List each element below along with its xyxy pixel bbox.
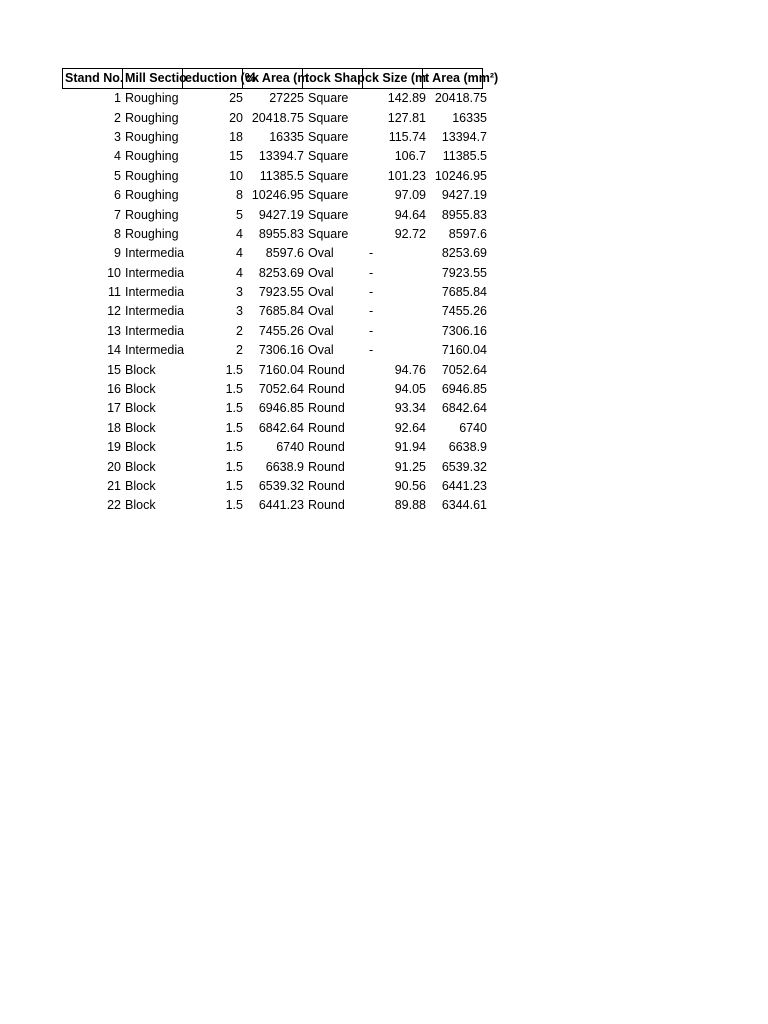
cell-exit-area[interactable]: 8955.83 [441, 207, 487, 222]
cell-stock-shape[interactable]: Square [308, 168, 349, 183]
cell-stand-no[interactable]: 1 [114, 91, 121, 106]
cell-stock-shape[interactable]: Round [308, 498, 345, 513]
cell-exit-area[interactable]: 6740 [459, 420, 487, 435]
cell-reduction[interactable]: 25 [229, 91, 243, 106]
table-row [62, 380, 489, 399]
cell-stand-no[interactable]: 17 [107, 401, 121, 416]
cell-reduction[interactable]: 3 [236, 304, 243, 319]
header-cell-exit-area[interactable]: t Area (mm²) [422, 68, 483, 89]
cell-stock-size[interactable]: 93.34 [394, 401, 426, 416]
cell-stock-shape[interactable]: Round [308, 401, 345, 416]
cell-stand-no[interactable]: 16 [107, 382, 121, 397]
cell-reduction[interactable]: 1.5 [225, 440, 243, 455]
table-row [62, 341, 489, 360]
cell-stock-size[interactable]: - [369, 285, 374, 300]
cell-reduction[interactable]: 2 [236, 323, 243, 338]
cell-stock-size[interactable]: 89.88 [394, 498, 426, 513]
cell-stock-shape[interactable]: Round [308, 420, 345, 435]
cell-stock-shape[interactable]: Oval [308, 265, 334, 280]
cell-exit-area[interactable]: 7923.55 [441, 265, 487, 280]
cell-reduction[interactable]: 1.5 [225, 362, 243, 377]
cell-stock-shape[interactable]: Round [308, 440, 345, 455]
cell-stock-area[interactable]: 6539.32 [258, 479, 304, 493]
cell-mill-section[interactable]: Block [125, 498, 156, 513]
cell-stock-size[interactable]: - [369, 343, 374, 358]
cell-stock-area[interactable]: 10246.95 [251, 188, 304, 203]
cell-stock-shape[interactable]: Round [308, 459, 345, 474]
cell-mill-section[interactable]: Intermedia [125, 343, 185, 358]
cell-stock-shape[interactable]: Round [308, 479, 345, 493]
cell-reduction[interactable]: 1.5 [225, 401, 243, 416]
cell-mill-section[interactable]: Roughing [125, 91, 179, 106]
cell-stock-size[interactable]: 91.25 [394, 459, 426, 474]
cell-mill-section[interactable]: Intermedia [125, 285, 185, 300]
cell-stand-no[interactable]: 22 [107, 498, 121, 513]
cell-reduction[interactable]: 5 [236, 207, 243, 222]
cell-mill-section[interactable]: Intermedia [125, 304, 185, 319]
cell-stock-size[interactable]: 92.64 [394, 420, 426, 435]
cell-stand-no[interactable]: 9 [114, 246, 121, 261]
cell-exit-area[interactable]: 6539.32 [441, 459, 487, 474]
cell-stock-area[interactable]: 13394.7 [258, 149, 304, 164]
cell-stock-area[interactable]: 7306.16 [258, 343, 304, 358]
table-row [62, 205, 489, 224]
cell-exit-area[interactable]: 6441.23 [441, 479, 487, 493]
cell-stock-shape[interactable]: Oval [308, 246, 334, 261]
cell-stock-size[interactable]: 97.09 [394, 188, 426, 203]
cell-reduction[interactable]: 18 [229, 129, 243, 144]
cell-stand-no[interactable]: 11 [108, 285, 121, 300]
cell-stand-no[interactable]: 7 [114, 207, 121, 222]
cell-mill-section[interactable]: Roughing [125, 168, 179, 183]
table-row [62, 225, 489, 244]
cell-exit-area[interactable]: 6842.64 [441, 401, 487, 416]
cell-stock-shape[interactable]: Oval [308, 323, 334, 338]
cell-stock-area[interactable]: 6842.64 [258, 420, 304, 435]
table-row [62, 128, 489, 147]
cell-stock-size[interactable]: 90.56 [394, 479, 426, 493]
table-row [62, 457, 489, 476]
cell-mill-section[interactable]: Block [125, 479, 156, 493]
cell-reduction[interactable]: 3 [236, 285, 243, 300]
cell-stock-shape[interactable]: Oval [308, 304, 334, 319]
cell-stock-area[interactable]: 6946.85 [258, 401, 304, 416]
cell-mill-section[interactable]: Roughing [125, 110, 179, 125]
cell-stand-no[interactable]: 19 [107, 440, 121, 455]
cell-stock-area[interactable]: 7923.55 [258, 285, 304, 300]
cell-stock-area[interactable]: 6740 [276, 440, 304, 455]
cell-stock-area[interactable]: 7052.64 [258, 382, 304, 397]
cell-stock-size[interactable]: - [369, 304, 374, 319]
cell-reduction[interactable]: 1.5 [225, 420, 243, 435]
cell-mill-section[interactable]: Block [125, 420, 156, 435]
cell-stock-area[interactable]: 8597.6 [265, 246, 304, 261]
table-row [62, 419, 489, 438]
table-row [62, 438, 489, 457]
cell-exit-area[interactable]: 16335 [452, 110, 487, 125]
cell-exit-area[interactable]: 7455.26 [441, 304, 487, 319]
cell-reduction[interactable]: 1.5 [225, 498, 243, 513]
cell-stock-size[interactable]: 94.76 [394, 362, 426, 377]
table-row [62, 147, 489, 166]
table-row [62, 89, 489, 108]
cell-stand-no[interactable]: 20 [107, 459, 121, 474]
cell-mill-section[interactable]: Block [125, 459, 156, 474]
cell-stock-shape[interactable]: Oval [308, 285, 334, 300]
cell-exit-area[interactable]: 13394.7 [441, 129, 487, 144]
cell-stand-no[interactable]: 10 [107, 265, 121, 280]
cell-stock-size[interactable]: 115.74 [388, 129, 426, 144]
cell-stand-no[interactable]: 14 [107, 343, 121, 358]
table-row [62, 302, 489, 321]
table-row [62, 264, 489, 283]
cell-exit-area[interactable]: 7685.84 [441, 285, 487, 300]
cell-stock-area[interactable]: 16335 [269, 129, 304, 144]
cell-stand-no[interactable]: 13 [107, 323, 121, 338]
cell-reduction[interactable]: 4 [236, 226, 243, 241]
table-row [62, 108, 489, 127]
cell-stock-shape[interactable]: Square [308, 226, 349, 241]
header-cell-stock-area[interactable]: ck Area (m [242, 68, 303, 89]
cell-mill-section[interactable]: Roughing [125, 207, 179, 222]
cell-stock-area[interactable]: 7685.84 [258, 304, 304, 319]
header-cell-reduction[interactable]: eduction (% [182, 68, 243, 89]
cell-stock-size[interactable]: 94.05 [394, 382, 426, 397]
cell-stand-no[interactable]: 21 [107, 479, 121, 493]
cell-reduction[interactable]: 8 [236, 188, 243, 203]
table-row [62, 399, 489, 418]
cell-stock-shape[interactable]: Round [308, 382, 345, 397]
cell-stand-no[interactable]: 6 [114, 188, 121, 203]
cell-stock-shape[interactable]: Square [308, 207, 349, 222]
cell-exit-area[interactable]: 8253.69 [441, 246, 487, 261]
cell-mill-section[interactable]: Intermedia [125, 323, 185, 338]
cell-stock-area[interactable]: 9427.19 [258, 207, 304, 222]
cell-stand-no[interactable]: 12 [107, 304, 121, 319]
cell-stock-area[interactable]: 6441.23 [258, 498, 304, 513]
cell-reduction[interactable]: 20 [229, 110, 243, 125]
cell-reduction[interactable]: 4 [236, 246, 243, 261]
cell-reduction[interactable]: 1.5 [225, 459, 243, 474]
cell-mill-section[interactable]: Block [125, 401, 156, 416]
cell-mill-section[interactable]: Intermedia [125, 246, 185, 261]
header-cell-stand-no[interactable]: Stand No. [62, 68, 123, 89]
cell-stock-shape[interactable]: Oval [308, 343, 334, 358]
cell-stock-area[interactable]: 7160.04 [258, 362, 304, 377]
cell-stand-no[interactable]: 8 [114, 226, 121, 241]
cell-stock-size[interactable]: 142.89 [387, 91, 426, 106]
cell-reduction[interactable]: 2 [236, 343, 243, 358]
cell-reduction[interactable]: 1.5 [225, 382, 243, 397]
cell-mill-section[interactable]: Roughing [125, 129, 179, 144]
cell-stock-shape[interactable]: Square [308, 91, 349, 106]
cell-mill-section[interactable]: Block [125, 440, 156, 455]
table-body [62, 89, 489, 516]
cell-exit-area[interactable]: 11385.5 [442, 149, 487, 164]
cell-stock-area[interactable]: 8955.83 [258, 226, 304, 241]
cell-reduction[interactable]: 1.5 [225, 479, 243, 493]
cell-stock-size[interactable]: 91.94 [394, 440, 426, 455]
cell-mill-section[interactable]: Block [125, 382, 156, 397]
cell-reduction[interactable]: 4 [236, 265, 243, 280]
header-row [62, 68, 499, 89]
cell-exit-area[interactable]: 8597.6 [448, 226, 487, 241]
cell-stock-shape[interactable]: Square [308, 149, 349, 164]
cell-stock-area[interactable]: 20418.75 [251, 110, 304, 125]
cell-stock-area[interactable]: 27225 [269, 91, 304, 106]
cell-stock-area[interactable]: 11385.5 [259, 168, 304, 183]
cell-stand-no[interactable]: 18 [107, 420, 121, 435]
cell-reduction[interactable]: 15 [229, 149, 243, 164]
spreadsheet [62, 68, 499, 516]
cell-exit-area[interactable]: 7052.64 [441, 362, 487, 377]
cell-stand-no[interactable]: 4 [114, 149, 121, 164]
cell-stock-shape[interactable]: Round [308, 362, 345, 377]
cell-exit-area[interactable]: 6344.61 [441, 498, 487, 513]
table-row [62, 186, 489, 205]
cell-exit-area[interactable]: 7306.16 [441, 323, 487, 338]
cell-exit-area[interactable]: 9427.19 [441, 188, 487, 203]
cell-stock-area[interactable]: 6638.9 [265, 459, 304, 474]
cell-stock-size[interactable]: - [369, 323, 374, 338]
cell-stand-no[interactable]: 5 [114, 168, 121, 183]
cell-exit-area[interactable]: 10246.95 [434, 168, 487, 183]
cell-mill-section[interactable]: Block [125, 362, 156, 377]
table-row [62, 283, 489, 302]
table-row [62, 167, 489, 186]
cell-stock-shape[interactable]: Square [308, 110, 349, 125]
cell-exit-area[interactable]: 20418.75 [434, 91, 487, 106]
table-row [62, 477, 489, 496]
cell-mill-section[interactable]: Roughing [125, 188, 179, 203]
cell-mill-section[interactable]: Roughing [125, 149, 179, 164]
cell-stock-area[interactable]: 8253.69 [258, 265, 304, 280]
cell-reduction[interactable]: 10 [229, 168, 243, 183]
cell-exit-area[interactable]: 6638.9 [448, 440, 487, 455]
cell-exit-area[interactable]: 6946.85 [441, 382, 487, 397]
cell-mill-section[interactable]: Roughing [125, 226, 179, 241]
cell-stock-shape[interactable]: Square [308, 188, 349, 203]
header-cell-stock-shape[interactable]: tock Shap [302, 68, 363, 89]
cell-stock-size[interactable]: 127.81 [387, 110, 426, 125]
header-cell-stock-size[interactable]: ck Size (m [362, 68, 423, 89]
cell-stand-no[interactable]: 15 [107, 362, 121, 377]
cell-stock-size[interactable]: 94.64 [394, 207, 426, 222]
cell-stock-size[interactable]: - [369, 246, 374, 261]
header-cell-mill-section[interactable]: Mill Sectio [122, 68, 183, 89]
cell-stock-area[interactable]: 7455.26 [258, 323, 304, 338]
cell-stock-size[interactable]: 106.7 [394, 149, 426, 164]
cell-stand-no[interactable]: 2 [114, 110, 121, 125]
cell-stand-no[interactable]: 3 [114, 129, 121, 144]
table-row [62, 360, 489, 379]
cell-stock-size[interactable]: 92.72 [394, 226, 426, 241]
cell-stock-size[interactable]: - [369, 265, 374, 280]
cell-stock-shape[interactable]: Square [308, 129, 349, 144]
table-row [62, 244, 489, 263]
cell-mill-section[interactable]: Intermedia [125, 265, 185, 280]
table-row [62, 322, 489, 341]
cell-stock-size[interactable]: 101.23 [387, 168, 426, 183]
cell-exit-area[interactable]: 7160.04 [441, 343, 487, 358]
table-row [62, 496, 489, 515]
